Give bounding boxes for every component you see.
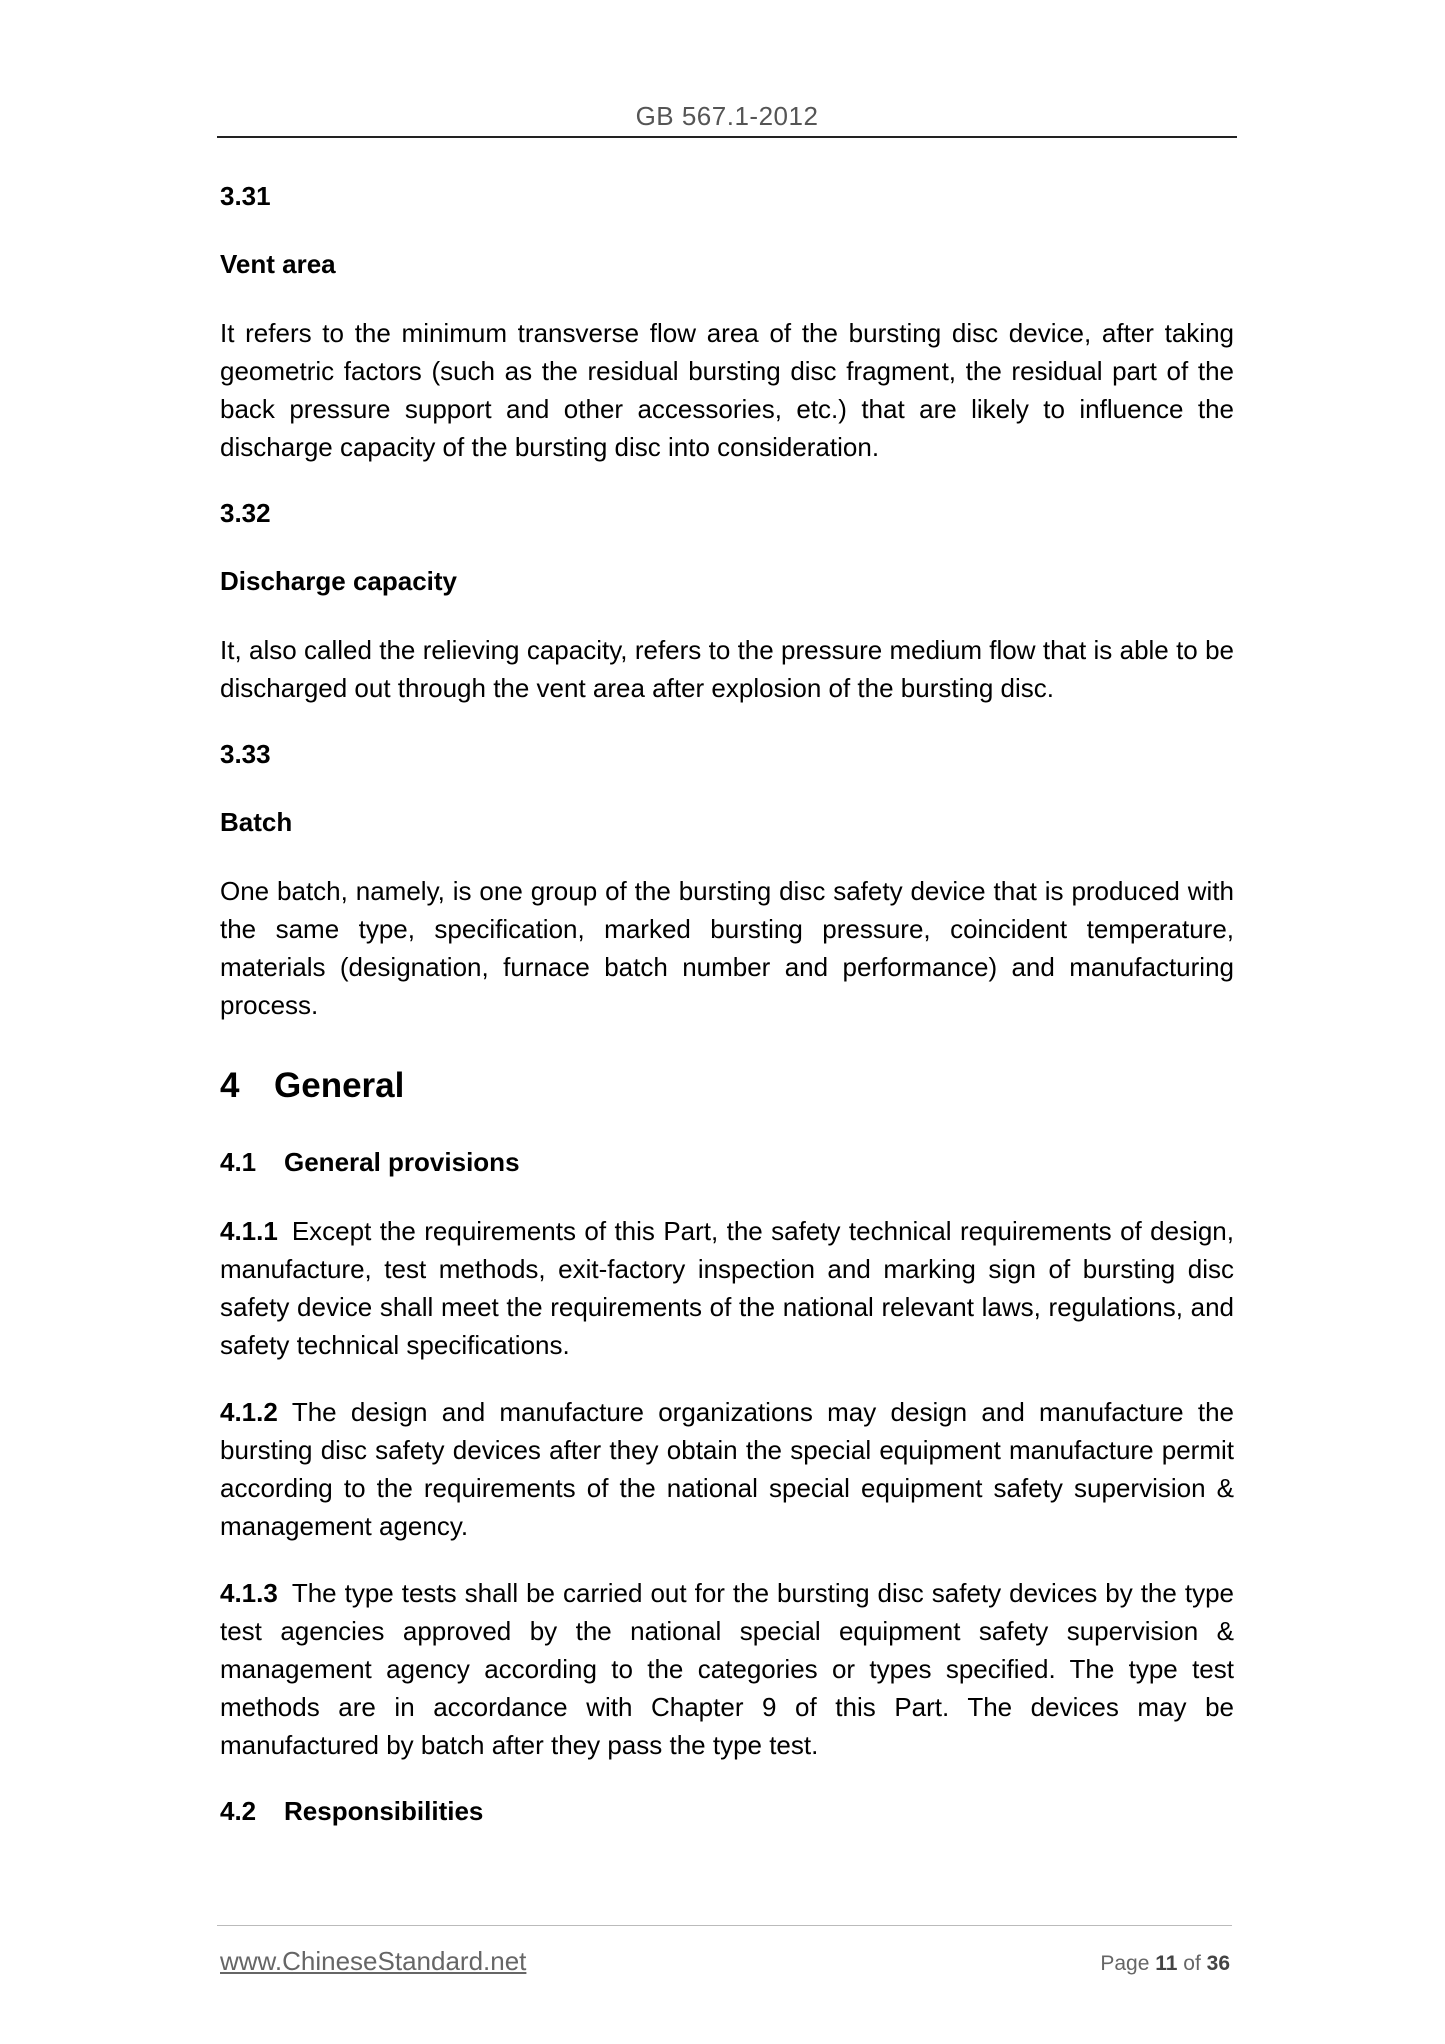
- section-number: 4.2: [220, 1796, 257, 1826]
- section-title: General provisions: [284, 1147, 520, 1177]
- clause-number: 3.32: [220, 498, 271, 528]
- numbered-paragraph: [220, 1393, 1234, 1545]
- header-divider: [217, 136, 1237, 138]
- section-heading: [220, 1793, 1234, 1829]
- footer-divider: [217, 1925, 1232, 1926]
- clause-definition: One batch, namely, is one group of the bursting disc safety device that is produced with the same type, specification, marked bursting pressure, coincident temperature, materials (designation, furnace batch number and performance) and manufacturing process.: [220, 876, 1234, 1020]
- paragraph-text: Except the requirements of this Part, the safety technical requirements of design, manufacture, test methods, exit-factory inspection and marking sign of bursting disc safety device shall meet the requirements of the national relevant laws, regulations, and safety technical specifications.: [220, 1216, 1234, 1360]
- clause-number: 3.31: [220, 181, 271, 211]
- section-title: Responsibilities: [284, 1796, 484, 1826]
- page-content: [220, 178, 1234, 1861]
- clause-term: Batch: [220, 807, 293, 837]
- chapter-heading: [220, 1064, 1234, 1108]
- page-prefix: Page: [1100, 1952, 1150, 1975]
- numbered-paragraph: [220, 1574, 1234, 1764]
- clause-term: Vent area: [220, 249, 336, 279]
- paragraph-number: 4.1.2: [220, 1397, 278, 1427]
- section-number: 4.1: [220, 1147, 257, 1177]
- page-of: of: [1183, 1952, 1201, 1975]
- page-current: 11: [1155, 1952, 1178, 1975]
- chapter-title: General: [274, 1066, 405, 1105]
- chapter-number: 4: [220, 1066, 240, 1105]
- paragraph-number: 4.1.1: [220, 1216, 278, 1246]
- paragraph-text: The design and manufacture organizations may design and manufacture the bursting disc safety devices after they obtain the special equipment manufacture permit according to the requirements of the national special equipment safety supervision & management agency.: [220, 1397, 1234, 1541]
- clause-definition: It, also called the relieving capacity, refers to the pressure medium flow that is able to be discharged out through the vent area after explosion of the bursting disc.: [220, 635, 1234, 703]
- footer-website-link[interactable]: www.ChineseStandard.net: [220, 1946, 527, 1976]
- paragraph-number: 4.1.3: [220, 1578, 278, 1608]
- page-number: [1030, 1952, 1230, 1976]
- clause-definition: It refers to the minimum transverse flow area of the bursting disc device, after taking geometric factors (such as the residual bursting disc fragment, the residual part of the back pressure support and other accessories, etc.) that are likely to influence the discharge capacity of the bursting disc into consideration.: [220, 318, 1234, 462]
- paragraph-text: The type tests shall be carried out for the bursting disc safety devices by the type test agencies approved by the national special equipment safety supervision & management agency according to the categories or types specified. The type test methods are in accordance with Chapter 9 of this Part. The devices may be manufactured by batch after they pass the type test.: [220, 1578, 1234, 1760]
- clause-term: Discharge capacity: [220, 566, 458, 596]
- section-heading: [220, 1144, 1234, 1180]
- numbered-paragraph: [220, 1212, 1234, 1364]
- page-total: 36: [1206, 1952, 1230, 1975]
- clause-number: 3.33: [220, 739, 271, 769]
- document-header-title: GB 567.1-2012: [635, 101, 819, 131]
